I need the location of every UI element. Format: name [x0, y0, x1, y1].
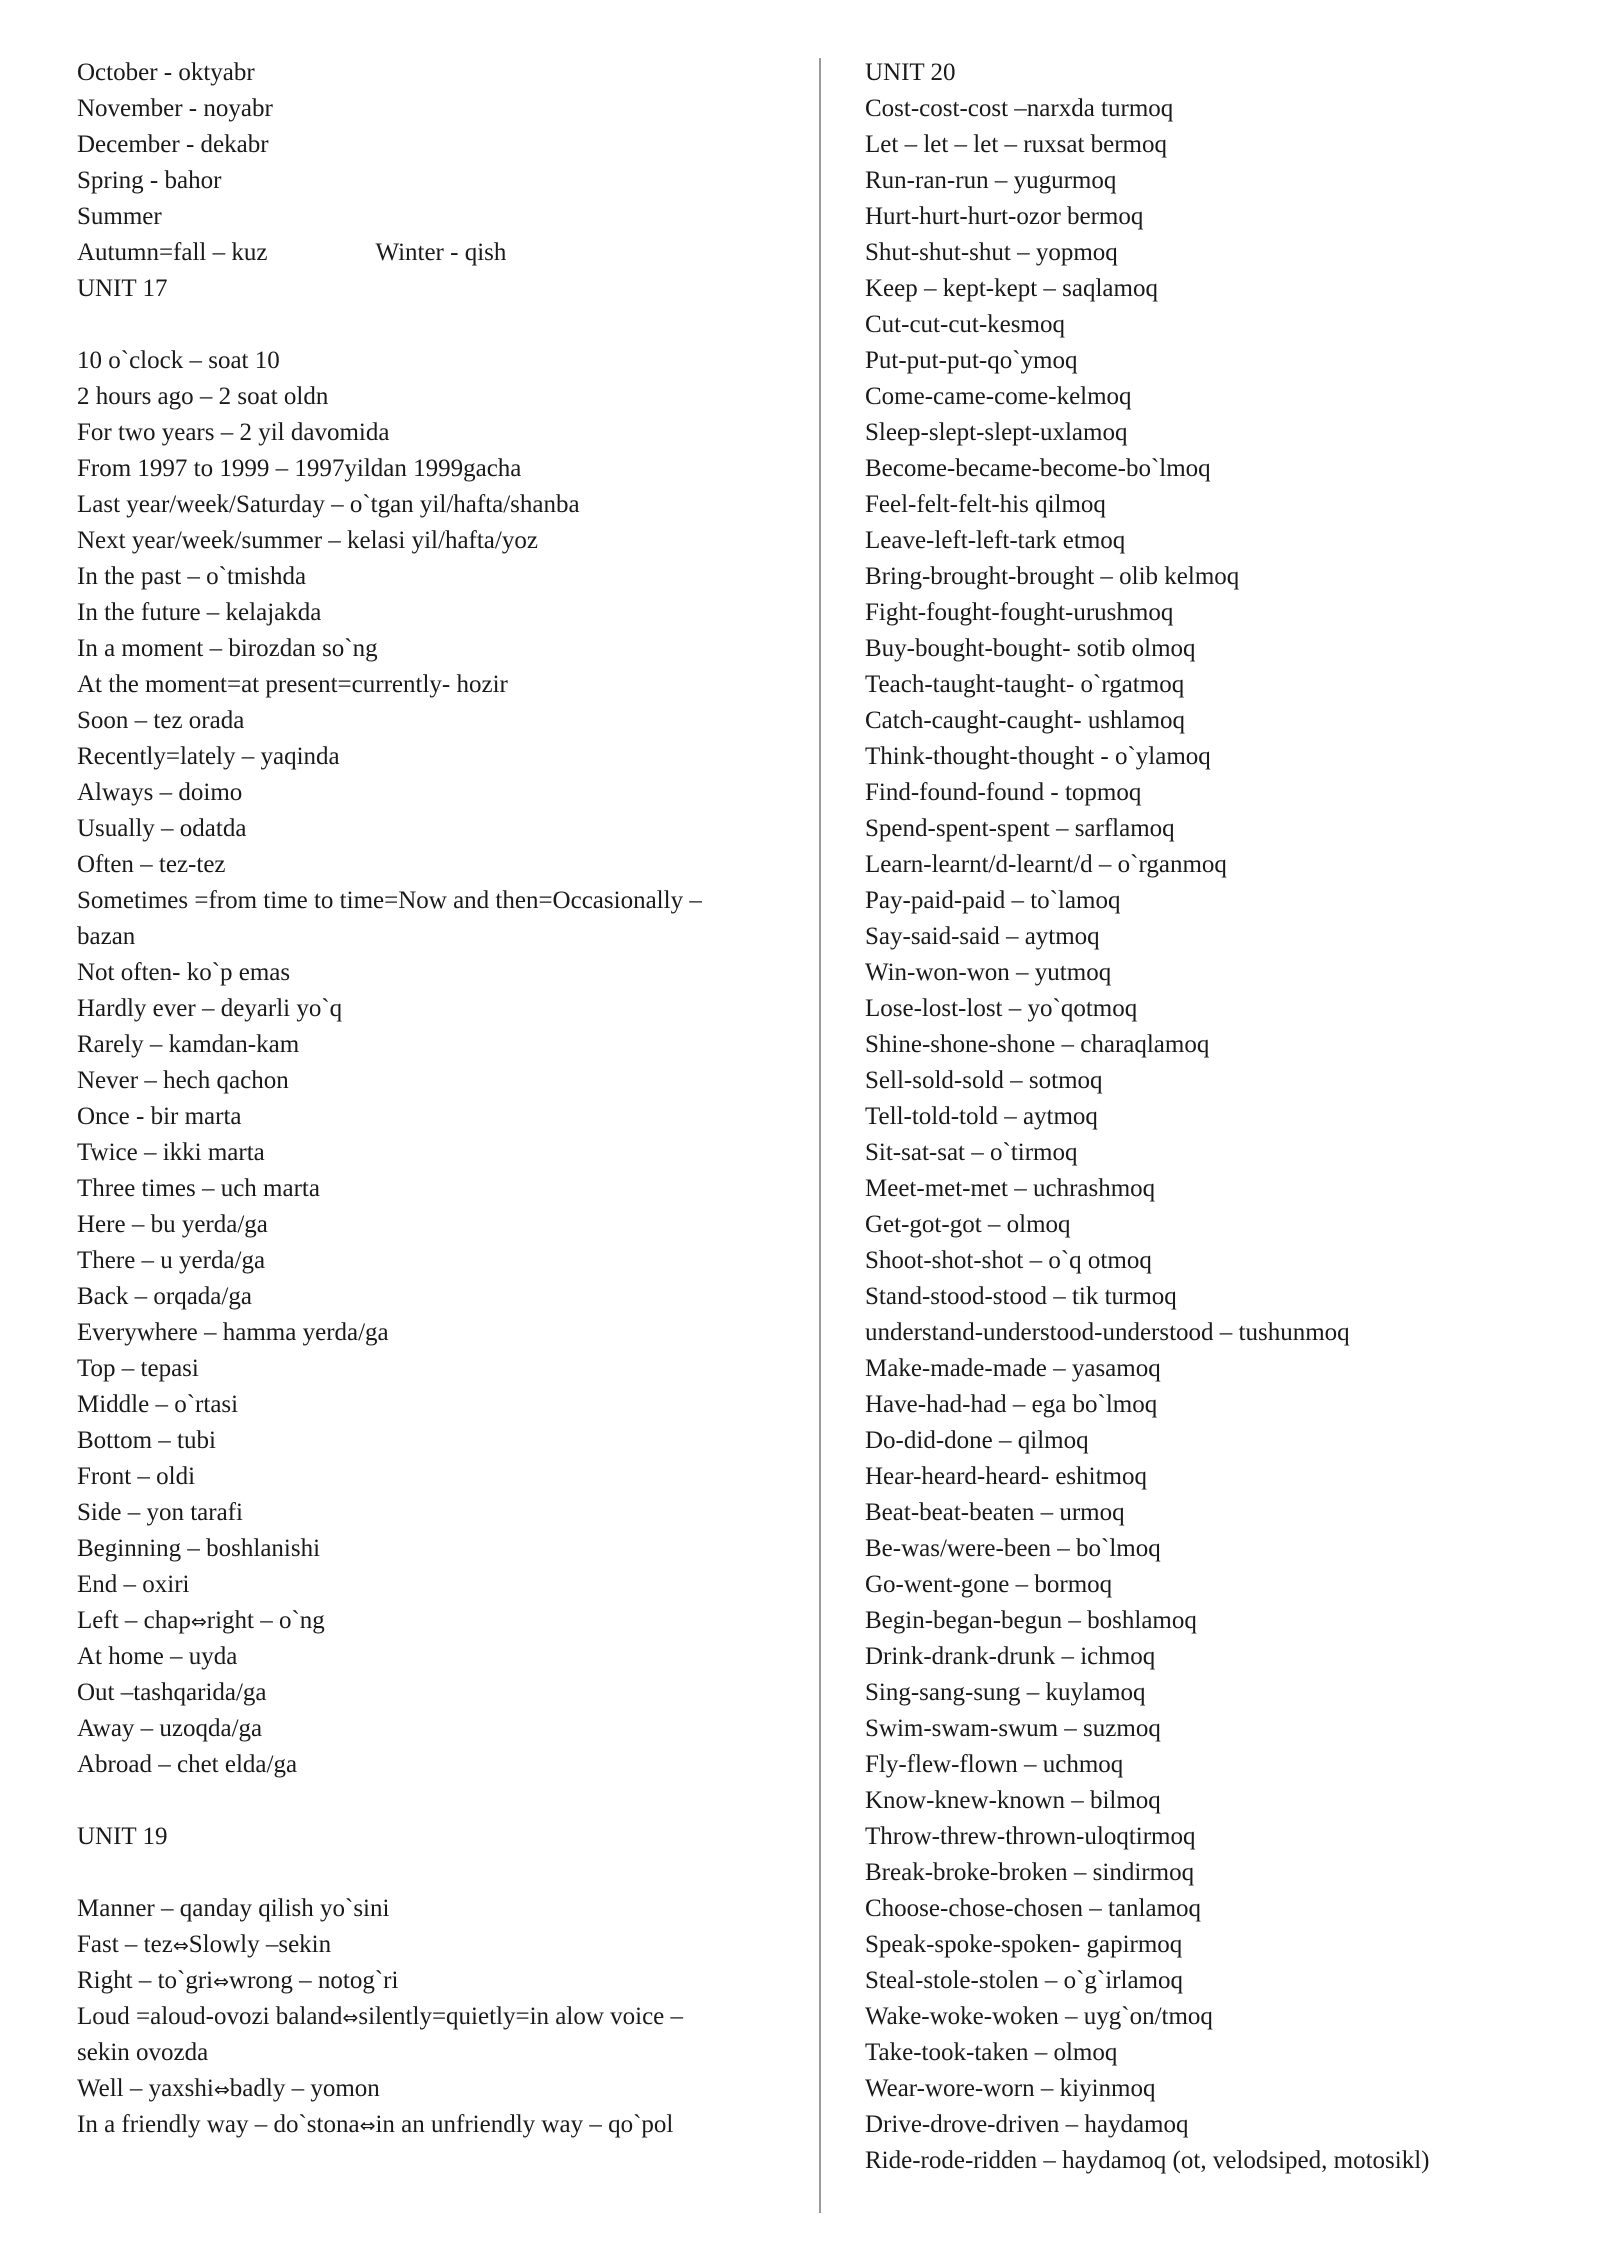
list-item: bazan: [77, 923, 136, 950]
list-item: Top – tepasi: [77, 1355, 199, 1382]
list-item: Back – orqada/ga: [77, 1283, 252, 1310]
unit-20-heading: UNIT 20: [865, 59, 956, 86]
verb-entry: understand-understood-understood – tushunmoq: [865, 1319, 1350, 1346]
double-arrow-icon: ⇔: [172, 1935, 189, 1957]
blank-line: [77, 307, 777, 343]
right-column: [865, 55, 1585, 2179]
unit-17-tail-list: [77, 1639, 777, 1783]
verb-entry: Steal-stole-stolen – o`g`irlamoq: [865, 1967, 1183, 1994]
list-item: Often – tez-tez: [77, 851, 226, 878]
list-item: Rarely – kamdan-kam: [77, 1031, 300, 1058]
left-right-entry: [77, 1603, 777, 1639]
list-item: From 1997 to 1999 – 1997yildan 1999gacha: [77, 455, 522, 482]
verb-entry: Win-won-won – yutmoq: [865, 959, 1112, 986]
verb-entry: Teach-taught-taught- o`rgatmoq: [865, 671, 1185, 698]
list-item: Next year/week/summer – kelasi yil/hafta/yoz: [77, 527, 538, 554]
list-item: Soon – tez orada: [77, 707, 245, 734]
verb-entry: Catch-caught-caught- ushlamoq: [865, 707, 1186, 734]
list-item: Beginning – boshlanishi: [77, 1535, 321, 1562]
verb-entry: Fly-flew-flown – uchmoq: [865, 1751, 1124, 1778]
right-a: Right – to`gri: [77, 1967, 214, 1994]
list-item: November - noyabr: [77, 95, 273, 122]
verb-entry: Keep – kept-kept – saqlamoq: [865, 275, 1158, 302]
loud-b: silently=quietly=in alow voice –: [358, 2003, 684, 2030]
verb-entry: Think-thought-thought - o`ylamoq: [865, 743, 1211, 770]
verb-entry: Tell-told-told – aytmoq: [865, 1103, 1098, 1130]
fast-a: Fast – tez: [77, 1931, 173, 1958]
double-arrow-icon: ⇔: [213, 1971, 230, 1993]
verb-entry: Run-ran-run – yugurmoq: [865, 167, 1117, 194]
verb-entry: Let – let – let – ruxsat bermoq: [865, 131, 1168, 158]
verb-entry: Sell-sold-sold – sotmoq: [865, 1067, 1103, 1094]
list-item: Spring - bahor: [77, 167, 222, 194]
list-item: Out –tashqarida/ga: [77, 1679, 267, 1706]
verb-entry: Wear-wore-worn – kiyinmoq: [865, 2075, 1156, 2102]
loud-entry: [77, 1999, 777, 2035]
verb-entry: Swim-swam-swum – suzmoq: [865, 1715, 1161, 1742]
verb-entry: Sleep-slept-slept-uxlamoq: [865, 419, 1128, 446]
verb-entry: Ride-rode-ridden – haydamoq (ot, velodsiped, motosikl): [865, 2147, 1430, 2174]
double-arrow-icon: ⇔: [190, 1611, 207, 1633]
verb-entry: Make-made-made – yasamoq: [865, 1355, 1161, 1382]
verb-entry: Cost-cost-cost –narxda turmoq: [865, 95, 1174, 122]
months-list: [77, 55, 777, 235]
manner-entry: Manner – qanday qilish yo`sini: [77, 1895, 390, 1922]
verb-entry: Cut-cut-cut-kesmoq: [865, 311, 1065, 338]
verb-entry: Shut-shut-shut – yopmoq: [865, 239, 1118, 266]
verb-entry: Say-said-said – aytmoq: [865, 923, 1100, 950]
list-item: Sometimes =from time to time=Now and then=Occasionally –: [77, 887, 702, 914]
unit-19-heading: UNIT 19: [77, 1823, 168, 1850]
list-item: Never – hech qachon: [77, 1067, 289, 1094]
list-item: Away – uzoqda/ga: [77, 1715, 263, 1742]
blank-line: [77, 1783, 777, 1819]
fast-entry: [77, 1927, 777, 1963]
verb-entry: Sit-sat-sat – o`tirmoq: [865, 1139, 1078, 1166]
verb-entry: Be-was/were-been – bo`lmoq: [865, 1535, 1161, 1562]
well-b: badly – yomon: [229, 2075, 380, 2102]
verb-entry: Stand-stood-stood – tik turmoq: [865, 1283, 1177, 1310]
double-arrow-icon: ⇔: [342, 2007, 359, 2029]
list-item: December - dekabr: [77, 131, 269, 158]
verb-entry: Pay-paid-paid – to`lamoq: [865, 887, 1121, 914]
double-arrow-icon: ⇔: [213, 2079, 230, 2101]
autumn-entry: Autumn=fall – kuz: [77, 239, 268, 266]
verb-entry: Come-came-come-kelmoq: [865, 383, 1132, 410]
unit-17-list: [77, 343, 777, 1603]
unit-17-heading: UNIT 17: [77, 275, 168, 302]
verb-entry: Sing-sang-sung – kuylamoq: [865, 1679, 1146, 1706]
list-item: In a moment – birozdan so`ng: [77, 635, 378, 662]
list-item: Front – oldi: [77, 1463, 196, 1490]
fast-b: Slowly –sekin: [188, 1931, 332, 1958]
list-item: 2 hours ago – 2 soat oldn: [77, 383, 329, 410]
verb-entry: Drive-drove-driven – haydamoq: [865, 2111, 1189, 2138]
verb-entry: Break-broke-broken – sindirmoq: [865, 1859, 1195, 1886]
verb-entry: Hear-heard-heard- eshitmoq: [865, 1463, 1147, 1490]
verb-entry: Get-got-got – olmoq: [865, 1211, 1071, 1238]
list-item: Bottom – tubi: [77, 1427, 216, 1454]
blank-line: [77, 1855, 777, 1891]
verb-entry: Wake-woke-woken – uyg`on/tmoq: [865, 2003, 1213, 2030]
list-item: Usually – odatda: [77, 815, 247, 842]
left-column: [77, 55, 777, 2143]
verb-entry: Speak-spoke-spoken- gapirmoq: [865, 1931, 1183, 1958]
friendly-b: in an unfriendly way – qo`pol: [375, 2111, 674, 2138]
verb-entry: Begin-began-begun – boshlamoq: [865, 1607, 1197, 1634]
list-item: Middle – o`rtasi: [77, 1391, 239, 1418]
well-entry: [77, 2071, 777, 2107]
verb-entry: Shine-shone-shone – charaqlamoq: [865, 1031, 1210, 1058]
friendly-entry: [77, 2107, 777, 2143]
list-item: End – oxiri: [77, 1571, 190, 1598]
list-item: Last year/week/Saturday – o`tgan yil/hafta/shanba: [77, 491, 580, 518]
list-item: In the future – kelajakda: [77, 599, 322, 626]
verb-entry: Lose-lost-lost – yo`qotmoq: [865, 995, 1138, 1022]
verb-entry: Hurt-hurt-hurt-ozor bermoq: [865, 203, 1144, 230]
winter-entry: Winter - qish: [375, 239, 507, 266]
list-item: For two years – 2 yil davomida: [77, 419, 390, 446]
list-item: Once - bir marta: [77, 1103, 242, 1130]
list-item: Not often- ko`p emas: [77, 959, 291, 986]
column-divider: [819, 58, 821, 2213]
list-item: Summer: [77, 203, 162, 230]
right-entry: [77, 1963, 777, 1999]
verb-entry: Know-knew-known – bilmoq: [865, 1787, 1161, 1814]
friendly-a: In a friendly way – do`stona: [77, 2111, 360, 2138]
verb-entry: Drink-drank-drunk – ichmoq: [865, 1643, 1156, 1670]
double-arrow-icon: ⇔: [359, 2115, 376, 2137]
list-item: Recently=lately – yaqinda: [77, 743, 340, 770]
verb-entry: Shoot-shot-shot – o`q otmoq: [865, 1247, 1152, 1274]
verb-entry: Throw-threw-thrown-uloqtirmoq: [865, 1823, 1196, 1850]
loud-a: Loud =aloud-ovozi baland: [77, 2003, 343, 2030]
verb-entry: Put-put-put-qo`ymoq: [865, 347, 1078, 374]
verb-entry: Buy-bought-bought- sotib olmoq: [865, 635, 1196, 662]
left-right-a: Left – chap: [77, 1607, 191, 1634]
verb-entry: Become-became-become-bo`lmoq: [865, 455, 1211, 482]
list-item: Here – bu yerda/ga: [77, 1211, 268, 1238]
verb-entry: Leave-left-left-tark etmoq: [865, 527, 1126, 554]
verb-entry: Go-went-gone – bormoq: [865, 1571, 1113, 1598]
list-item: October - oktyabr: [77, 59, 255, 86]
verb-entry: Meet-met-met – uchrashmoq: [865, 1175, 1156, 1202]
verb-entry: Take-took-taken – olmoq: [865, 2039, 1118, 2066]
list-item: Side – yon tarafi: [77, 1499, 243, 1526]
right-b: wrong – notog`ri: [229, 1967, 399, 1994]
verb-entry: Have-had-had – ega bo`lmoq: [865, 1391, 1158, 1418]
verb-entry: Bring-brought-brought – olib kelmoq: [865, 563, 1240, 590]
left-right-b: right – o`ng: [206, 1607, 325, 1634]
list-item: At the moment=at present=currently- hozir: [77, 671, 508, 698]
list-item: Hardly ever – deyarli yo`q: [77, 995, 343, 1022]
list-item: At home – uyda: [77, 1643, 238, 1670]
list-item: In the past – o`tmishda: [77, 563, 307, 590]
list-item: There – u yerda/ga: [77, 1247, 266, 1274]
well-a: Well – yaxshi: [77, 2075, 214, 2102]
list-item: Everywhere – hamma yerda/ga: [77, 1319, 389, 1346]
list-item: Abroad – chet elda/ga: [77, 1751, 298, 1778]
verb-entry: Learn-learnt/d-learnt/d – o`rganmoq: [865, 851, 1227, 878]
verb-entry: Feel-felt-felt-his qilmoq: [865, 491, 1106, 518]
list-item: Always – doimo: [77, 779, 243, 806]
verb-entry: Choose-chose-chosen – tanlamoq: [865, 1895, 1202, 1922]
verb-entry: Spend-spent-spent – sarflamoq: [865, 815, 1175, 842]
seasons-row: [77, 235, 777, 271]
list-item: Twice – ikki marta: [77, 1139, 265, 1166]
verb-entry: Beat-beat-beaten – urmoq: [865, 1499, 1125, 1526]
verb-entry: Do-did-done – qilmoq: [865, 1427, 1089, 1454]
irregular-verbs-list: [865, 91, 1585, 2179]
list-item: Three times – uch marta: [77, 1175, 320, 1202]
verb-entry: Find-found-found - topmoq: [865, 779, 1142, 806]
list-item: 10 o`clock – soat 10: [77, 347, 280, 374]
loud-continuation: sekin ovozda: [77, 2039, 209, 2066]
verb-entry: Fight-fought-fought-urushmoq: [865, 599, 1174, 626]
